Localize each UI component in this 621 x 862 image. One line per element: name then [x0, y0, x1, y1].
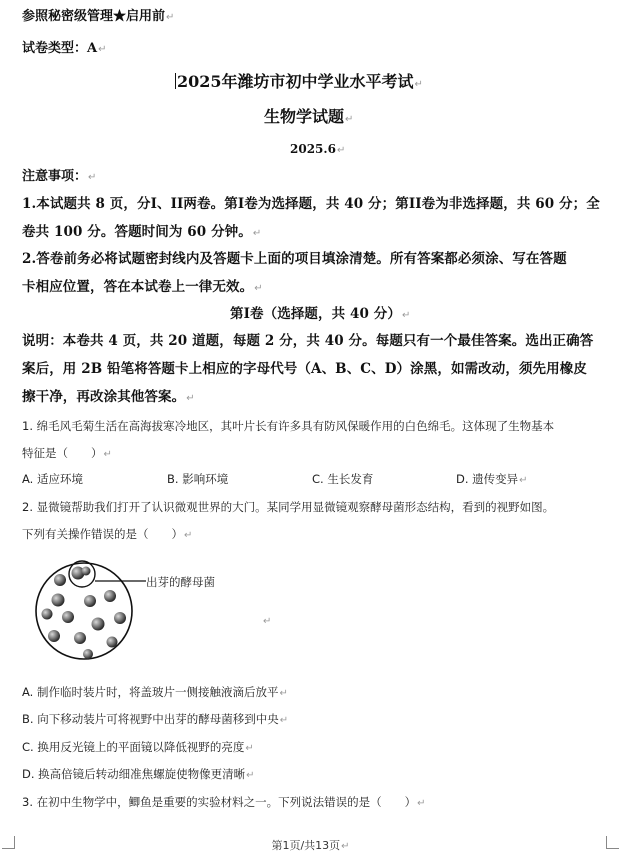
section-1-desc-line-2: 案后，用 2B 铅笔将答题卡上相应的字母代号（A、B、C、D）涂黑，如需改动，须先用橡皮	[22, 361, 587, 377]
note-2-line-2: 卡相应位置，答在本试卷上一律无效。↵	[22, 279, 263, 295]
exam-date: 2025.6↵	[290, 142, 346, 156]
q1-option-a: A. 适应环境	[22, 472, 83, 486]
paper-type: 试卷类型：A↵	[22, 41, 107, 56]
q2-option-d: D. 换高倍镜后转动细准焦螺旋使物像更清晰↵	[22, 767, 255, 781]
text-cursor	[175, 73, 176, 89]
q2-option-c: C. 换用反光镜上的平面镜以降低视野的亮度↵	[22, 740, 254, 754]
q2-stem-line-1: 2. 显微镜帮助我们打开了认识微观世界的大门。某同学用显微镜观察酵母菌形态结构，看到的视野如图。	[22, 500, 555, 514]
section-1-desc-line-3: 擦干净，再改涂其他答案。↵	[22, 389, 195, 405]
note-1-line-2: 卷共 100 分。答题时间为 60 分钟。↵	[22, 224, 262, 240]
budding-yeast-label: 出芽的酵母菌	[146, 575, 215, 589]
q1-stem-line-2: 特征是（ ）↵	[22, 446, 112, 460]
notes-heading: 注意事项：↵	[22, 169, 97, 184]
q2-option-b: B. 向下移动装片可将视野中出芽的酵母菌移到中央↵	[22, 712, 289, 726]
q1-option-d: D. 遗传变异↵	[456, 472, 528, 486]
subject-title: 生物学试题↵	[264, 107, 354, 126]
exam-title: 2025年潍坊市初中学业水平考试↵	[177, 72, 423, 91]
q1-stem-line-1: 1. 绵毛风毛菊生活在高海拔寒冷地区，其叶片长有许多具有防风保暖作用的白色绵毛。这体现了生物基本	[22, 419, 555, 433]
q2-stem-line-2: 下列有关操作错误的是（ ）↵	[22, 527, 193, 541]
q1-option-b: B. 影响环境	[167, 472, 229, 486]
microscope-field-figure	[28, 556, 228, 666]
note-1-line-1: 1.本试题共 8 页，分I、II两卷。第I卷为选择题，共 40 分；第II卷为非选择题，共 60 分；全	[22, 196, 600, 212]
section-1-desc-line-1: 说明：本卷共 4 页，共 20 道题，每题 2 分，共 40 分。每题只有一个最佳答案。选出正确答	[22, 333, 594, 349]
confidential-label: 参照秘密级管理★启用前↵	[22, 9, 175, 24]
q3-stem-line-1: 3. 在初中生物学中，鲫鱼是重要的实验材料之一。下列说法错误的是（ ）↵	[22, 795, 426, 809]
paragraph-mark: ↵	[263, 616, 272, 627]
section-1-heading: 第I卷（选择题，共 40 分）↵	[230, 306, 411, 322]
note-2-line-1: 2.答卷前务必将试题密封线内及答题卡上面的项目填涂清楚。所有答案都必须涂、写在答题	[22, 251, 567, 267]
page-number: 第1页/共13页↵	[271, 839, 350, 852]
q2-option-a: A. 制作临时装片时，将盖玻片一侧接触液滴后放平↵	[22, 685, 288, 699]
q1-option-c: C. 生长发育	[312, 472, 374, 486]
